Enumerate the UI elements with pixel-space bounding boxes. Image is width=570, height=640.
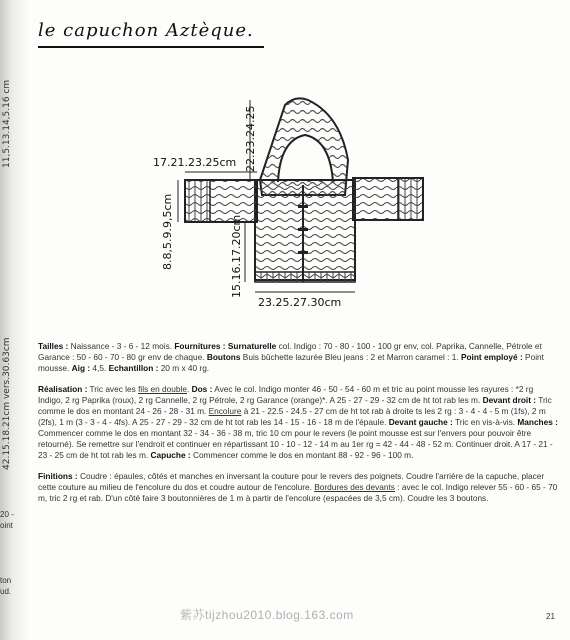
margin-fragment-ton: ton	[0, 576, 12, 585]
left-cuff	[185, 180, 210, 222]
margin-vertical-top: 11,5.13.14,5.16 cm	[2, 79, 12, 168]
instructions	[38, 341, 558, 514]
dim-hood-height: 22.23.24.25	[244, 105, 257, 172]
paragraph-materials: Tailles : Naissance - 3 - 6 - 12 mois. Fournitures : Surnaturelle col. Indigo : 70 - 80 - 100 - 100 gr env, col. Paprika, Cannelle, Pétrole et Garance : 50 - 60 - 70 - 80 gr env de chaque. Boutons Buis bûchette lazurée Bleu jeans : 2 et Marron caramel : 1. Point employé : Point mousse. Aig : 4,5. Echantillon : 20 m x 40 rg.	[38, 341, 544, 373]
paragraph-finitions: Finitions : Coudre : épaules, côtés et manches en inversant la couture pour le revers des poignets. Coudre l'arrière de la capuche, placer cette couture au milieu de l'encolure du dos et coudre autour de l'encolure. Bordures des devants : avec le col. Indigo relever 55 - 60 - 65 - 70 m, tric 2 rg et rab. D'un côté faire 3 boutonnières de 1 m à partir de l'encolure (espacées de 3,5 cm). Coudre les 3 boutons.	[38, 471, 558, 503]
dim-body-height: 15.16.17.20cm	[230, 214, 243, 298]
watermark: 紫苏tijzhou2010.blog.163.com	[180, 608, 354, 622]
toggle-button-2	[298, 228, 308, 231]
toggle-button-3	[298, 251, 308, 254]
paragraph-realisation: Réalisation : Tric avec les fils en double. Dos : Avec le col. Indigo monter 46 - 50 - 54 - 60 m et tric au point mousse les rayures : *2 rg Indigo, 2 rg Paprika (roux), 2 rg Cannelle, 2 rg Pétrole, 2 rg Garance (orange)*. A 25 - 27 - 29 - 32 cm de ht tot rab les m. Devant droit : Tric comme le dos en montant 24 - 26 - 28 - 31 m. Encolure à 21 - 22.5 - 24.5 - 27 cm de ht tot rab à droite ts les 2 rg : 3 - 4 - 4 - 5 m (1fs), 2 m (2fs), 1 m (3 - 3 - 4 - 4fs). A 25 - 27 - 29 - 32 cm de ht tot rab les 14 - 15 - 16 - 18 m de l'épaule. Devant gauche : Tric en vis-à-vis. Manches : Commencer comme le dos en montant 32 - 34 - 36 - 38 m, tric 10 cm pour le revers (le point mousse est sur l'envers pour pouvoir être retourné). Se remettre sur l'endroit et continuer en répartissant 10 - 10 - 12 - 14 m au 1er rg = 42 - 44 - 48 - 52 m. Continuer droit. A 17 - 21 - 23 - 25 cm de ht tot rab les m. Capuche : Commencer comme le dos en montant 88 - 92 - 96 - 100 m.	[38, 384, 558, 460]
margin-vertical-mid: 42.15.18.21cm vers.30.63cm	[2, 337, 12, 470]
margin-fragment-point: oint	[0, 521, 13, 530]
margin-fragment-ud: ud.	[0, 587, 12, 596]
toggle-button-1	[298, 205, 308, 208]
page-title: le capuchon Aztèque.	[38, 20, 254, 41]
right-cuff	[398, 178, 423, 220]
margin-fragment-20: 20 -	[0, 510, 14, 519]
dim-sleeve-length: 17.21.23.25cm	[153, 156, 237, 169]
body-bottom-band	[255, 272, 355, 282]
dim-body-width: 23.25.27.30cm	[258, 296, 342, 309]
page-number: 21	[546, 612, 555, 621]
dim-sleeve-width: 8.8,5.9.9,5cm	[161, 193, 174, 270]
